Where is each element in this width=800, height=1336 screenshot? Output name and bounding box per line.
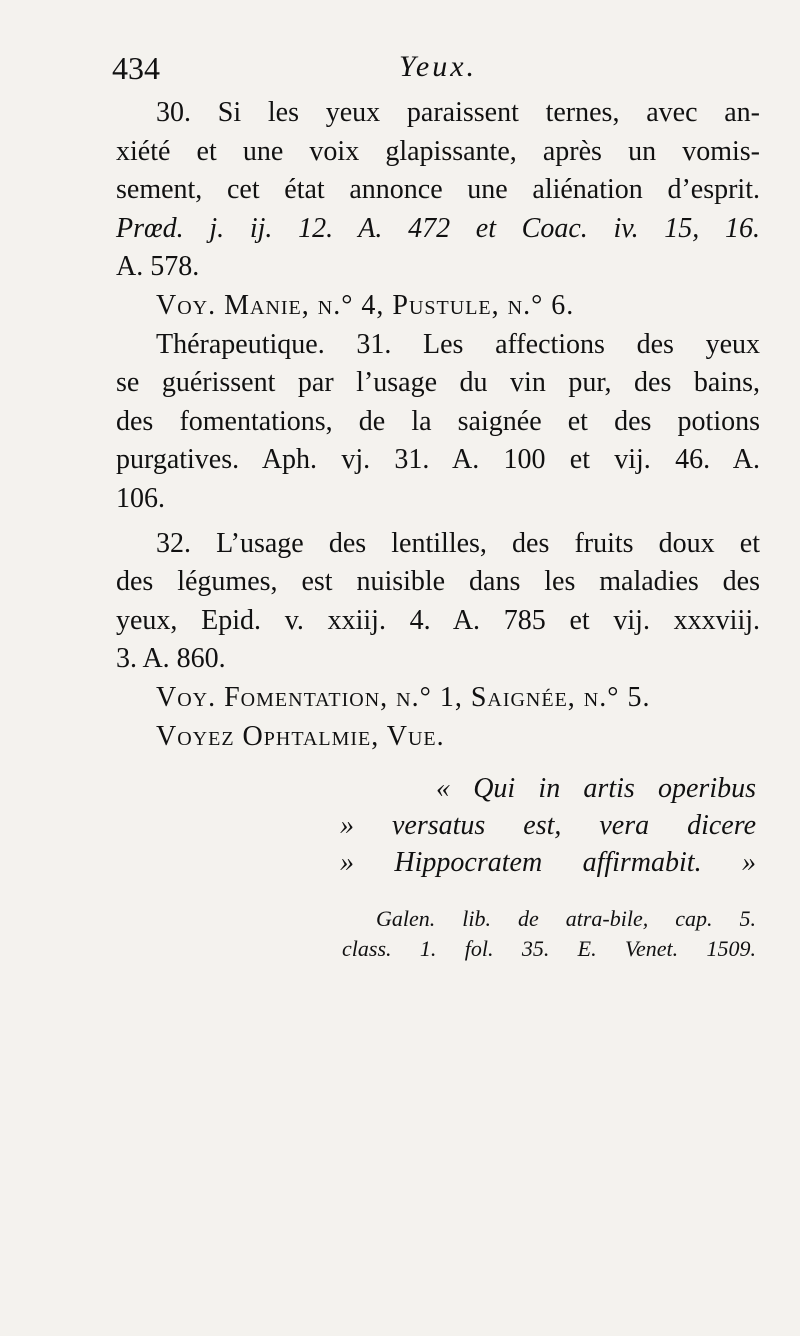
epigraph-line: » versatus est, vera dicere: [340, 810, 756, 841]
paragraph-31-line: purgatives. Aph. vj. 31. A. 100 et vij. 46. A.: [116, 444, 760, 476]
paragraph-32-line: 3. A. 860.: [116, 643, 226, 675]
epigraph-source: [342, 904, 756, 964]
paragraph-32-line: yeux, Epid. v. xxiij. 4. A. 785 et vij. xxxviij.: [116, 604, 760, 636]
paragraph-31-line: se guérissent par l’usage du vin pur, des bains,: [116, 367, 760, 399]
paragraph-31-line: Thérapeutique. 31. Les affections des yeux: [156, 328, 760, 360]
paragraph-32-line: des légumes, est nuisible dans les maladies des: [116, 566, 760, 598]
paragraph-30-line: A. 578.: [116, 251, 200, 283]
source-line: class. 1. fol. 35. E. Venet. 1509.: [342, 936, 756, 961]
page-body: [116, 94, 760, 756]
paragraph-31-line: 106.: [116, 482, 165, 514]
cross-reference: Voy. Manie, n.° 4, Pustule, n.° 6.: [156, 289, 575, 321]
epigraph-line: » Hippocratem affirmabit. »: [340, 847, 756, 878]
running-title: Yeux.: [399, 50, 478, 83]
paragraph-30-line: xiété et une voix glapissante, après un vomis-: [116, 135, 760, 167]
cross-reference: Voy. Fomentation, n.° 1, Saignée, n.° 5.: [156, 681, 651, 713]
paragraph-30-line: 30. Si les yeux paraissent ternes, avec an-: [156, 97, 760, 128]
page-number: 434: [112, 50, 160, 86]
paragraph-32-line: 32. L’usage des lentilles, des fruits doux et: [156, 527, 760, 559]
paragraph-30-line: Prœd. j. ij. 12. A. 472 et Coac. iv. 15, 16.: [116, 212, 760, 244]
epigraph: [340, 770, 756, 881]
source-line: Galen. lib. de atra-bile, cap. 5.: [376, 906, 756, 931]
page-header: [112, 50, 752, 100]
paragraph-31-line: des fomentations, de la saignée et des potions: [116, 405, 760, 437]
epigraph-line: « Qui in artis operibus: [436, 773, 756, 804]
paragraph-30-line: sement, cet état annonce une aliénation d’esprit.: [116, 174, 760, 206]
cross-reference: Voyez Ophtalmie, Vue.: [156, 720, 445, 752]
